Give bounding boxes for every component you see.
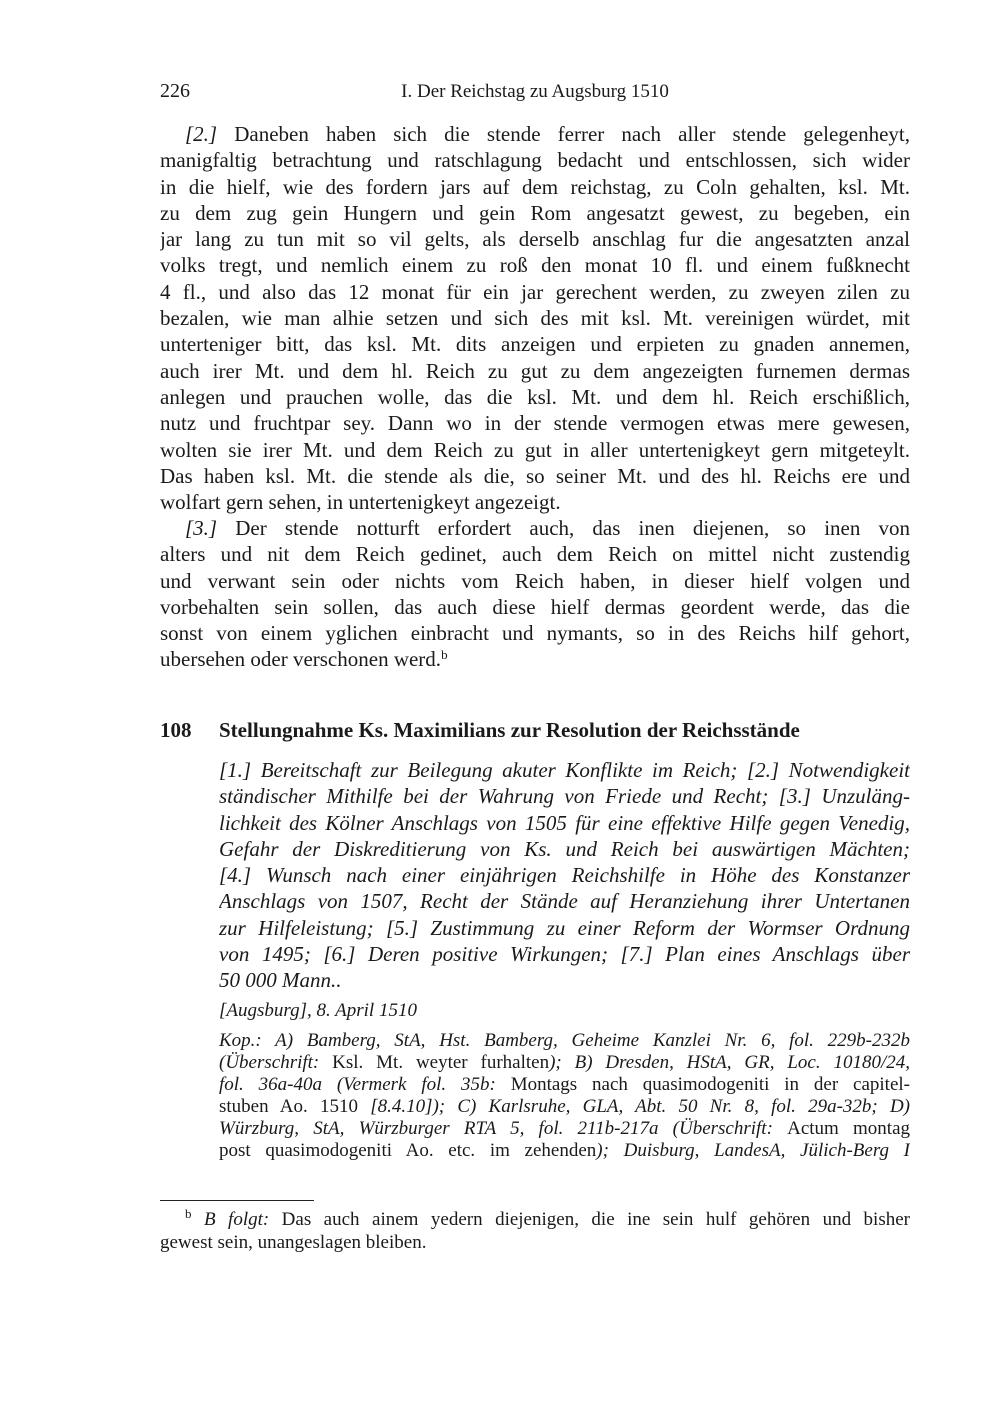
footnote-text: Das auch ainem yedern diejenigen, die ine sein hulf gehören und bisher xyxy=(281,1209,910,1230)
paragraph-marker: [3.] xyxy=(185,516,218,540)
footnote-reference[interactable]: b xyxy=(441,647,448,663)
text-line: in die hielf, wie des fordern jars auf dem reichstag, zu Coln gehalten, ksl. Mt. xyxy=(160,174,910,199)
document-title: Stellungnahme Ks. Maximilians zur Resolution der Reichsstände xyxy=(219,718,800,742)
page-number: 226 xyxy=(160,80,190,102)
text-line: anlegen und prauchen wolle, das die ksl. Mt. und dem hl. Reich erschißlich, xyxy=(160,384,910,409)
page-header xyxy=(160,80,910,106)
paragraph-2 xyxy=(160,121,910,515)
text-line: jar lang zu tun mit so vil gelts, als derselb anschlag fur die angesatzten anzal xyxy=(160,227,910,252)
quoted-text: post quasimodogeniti Ao. etc. im zehenden xyxy=(219,1140,597,1161)
source-text: (Überschrift: xyxy=(219,1052,333,1073)
text-line: volks tregt, und nemlich einem zu roß den monat 10 fl. und einem fußknecht xyxy=(160,253,910,278)
text-line: ubersehen oder verschonen werd. xyxy=(160,647,442,672)
text-line: bezalen, wie man alhie setzen und sich des mit ksl. Mt. vereinigen würdet, mit xyxy=(160,306,910,331)
summary-line: [1.] Bereitschaft zur Beilegung akuter Konflikte im Reich; [2.] Notwendigkeit xyxy=(219,758,910,782)
text-line: nutz und fruchtpar sey. Dann wo in der stende vermogen etwas mere gewesen, xyxy=(160,411,910,436)
text-line: alters und nit dem Reich gedinet, auch dem Reich on mittel nicht zustendig xyxy=(160,542,910,567)
quoted-text: Montags nach quasimodogeniti in der capitel- xyxy=(510,1074,910,1095)
source-text: [8.4.10]); C) Karlsruhe, GLA, Abt. 50 Nr. 8, fol. 29a-32b; D) xyxy=(370,1096,910,1117)
paragraph-marker: [2.] xyxy=(185,122,218,146)
summary-line: ständischer Mithilfe bei der Wahrung von Friede und Recht; [3.] Unzuläng- xyxy=(219,784,910,809)
text-line: 4 fl., und also das 12 monat für ein jar gerechent werden, zu zweyen zilen zu xyxy=(160,279,910,304)
text-line: Das haben ksl. Mt. die stende als die, so seiner Mt. und des hl. Reichs ere und xyxy=(160,463,910,488)
summary-line: Gefahr der Diskreditierung von Ks. und Reich bei auswärtigen Mächten; xyxy=(219,836,910,861)
source-text: Würzburg, StA, Würzburger RTA 5, fol. 211b-217a (Überschrift: xyxy=(219,1118,788,1139)
source-line: Kop.: A) Bamberg, StA, Hst. Bamberg, Geheime Kanzlei Nr. 6, fol. 229b-232b xyxy=(219,1030,910,1051)
footnote-marker: b xyxy=(185,1208,192,1221)
text-line: und verwant sein oder nichts vom Reich haben, in dieser hielf volgen und xyxy=(160,568,910,593)
paragraph-3 xyxy=(160,515,910,673)
place-date xyxy=(219,998,910,1024)
text-line: auch irer Mt. und dem hl. Reich zu gut zu dem angezeigten furnemen dermas xyxy=(160,358,910,383)
summary-line: Anschlags von 1507, Recht der Stände auf Heranziehung ihrer Untertanen xyxy=(219,889,910,914)
text-line: wolfart gern sehen, in untertenigkeyt angezeigt. xyxy=(160,490,561,515)
footnote-divider xyxy=(160,1200,314,1201)
summary-line: zur Hilfeleistung; [5.] Zustimmung zu einer Reform der Wormser Ordnung xyxy=(219,915,910,940)
place-date-text: [Augsburg], 8. April 1510 xyxy=(219,1000,417,1021)
text-line: Daneben haben sich die stende ferrer nach aller stende gelegenheyt, xyxy=(217,122,910,146)
summary-line: [4.] Wunsch nach einer einjährigen Reichshilfe in Höhe des Konstanzer xyxy=(219,863,910,888)
source-text: ); B) Dresden, HStA, GR, Loc. 10180/24, xyxy=(549,1052,910,1073)
text-line: Der stende notturft erfordert auch, das inen diejenen, so inen von xyxy=(217,516,910,540)
summary-line: 50 000 Mann.. xyxy=(219,968,342,993)
footnote-text: gewest sein, unangeslagen bleiben. xyxy=(160,1232,427,1253)
document-number: 108 xyxy=(160,718,192,742)
text-line: manigfaltig betrachtung und ratschlagung bedacht und entschlossen, sich wider xyxy=(160,148,910,173)
text-line: zu dem zug gein Hungern und gein Rom angesatzt gewest, zu begeben, ein xyxy=(160,200,910,225)
source-text: ); Duisburg, LandesA, Jülich-Berg I xyxy=(596,1140,910,1161)
quoted-text: stuben Ao. 1510 xyxy=(219,1096,371,1117)
text-line: wolten sie irer Mt. und dem Reich zu gut in aller untertenigkeyt gern mitgeteylt. xyxy=(160,437,910,462)
running-title: I. Der Reichstag zu Augsburg 1510 xyxy=(401,81,669,102)
text-line: vorbehalten sein sollen, das auch diese hielf dermas geordent werde, das die xyxy=(160,594,910,619)
quoted-text: Ksl. Mt. weyter furhalten xyxy=(332,1052,550,1073)
document-summary xyxy=(219,757,910,994)
document-sources xyxy=(219,1030,910,1162)
summary-line: von 1495; [6.] Deren positive Wirkungen; [7.] Plan eines Anschlags über xyxy=(219,942,910,967)
quoted-text: Actum montag xyxy=(787,1118,910,1139)
footnote xyxy=(160,1208,910,1254)
text-line: sonst von einem yglichen einbracht und nymants, so in des Reichs hilf gehort, xyxy=(160,621,910,646)
footnote-label: B folgt: xyxy=(191,1209,282,1230)
text-line: unterteniger bitt, das ksl. Mt. dits anzeigen und erpieten zu gnaden annemen, xyxy=(160,332,910,357)
summary-line: lichkeit des Kölner Anschlags von 1505 für eine effektive Hilfe gegen Venedig, xyxy=(219,810,910,835)
source-text: fol. 36a-40a (Vermerk fol. 35b: xyxy=(219,1074,511,1095)
